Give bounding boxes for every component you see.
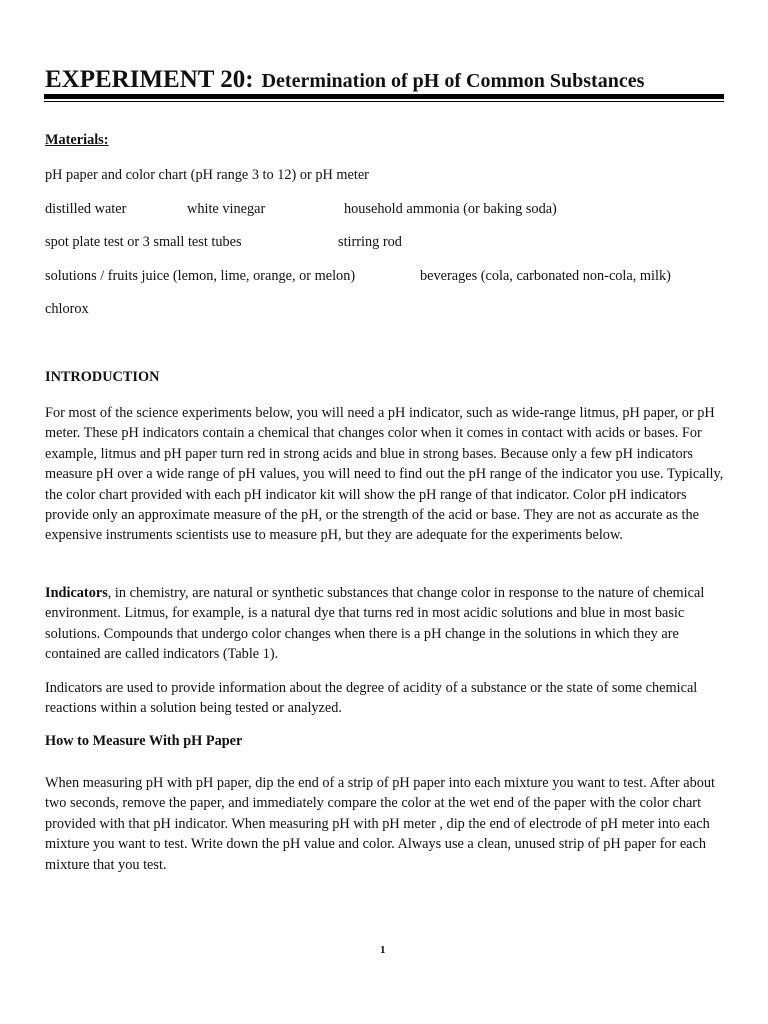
material-chlorox: chlorox: [45, 301, 89, 317]
materials-heading: Materials:: [45, 132, 109, 148]
page-number: 1: [380, 944, 386, 956]
material-household-ammonia: household ammonia (or baking soda): [344, 201, 557, 217]
indicators-definition: , in chemistry, are natural or synthetic substances that change color in response to the nature of chemical environment. Litmus, for example, is a natural dye that turns red in most acidic solutions and blue in most basic solutions. Compounds that undergo color changes when there is a pH change in the solutions in which they are contained are called indicators (Table 1).: [45, 585, 705, 663]
measure-heading: How to Measure With pH Paper: [45, 733, 243, 749]
material-stirring-rod: stirring rod: [338, 234, 402, 250]
material-fruit-juices: solutions / fruits juice (lemon, lime, orange, or melon): [45, 268, 356, 284]
page-title: [45, 66, 644, 94]
material-distilled-water: distilled water: [45, 201, 127, 217]
indicators-paragraph: [45, 583, 725, 665]
material-beverages: beverages (cola, carbonated non-cola, milk): [420, 268, 671, 284]
material-spot-plate: spot plate test or 3 small test tubes: [45, 234, 242, 250]
experiment-title: Determination of pH of Common Substances: [261, 70, 645, 92]
title-rule-thin: [44, 101, 724, 102]
indicators-term: Indicators: [45, 585, 108, 601]
introduction-paragraph-1: For most of the science experiments below, you will need a pH indicator, such as wide-range litmus, pH paper, or pH meter. These pH indicators contain a chemical that changes color when it comes in contact with acids or bases. For example, litmus and pH paper turn red in strong acids and blue in strong bases. Because only a few pH indicators measure pH over a wide range of pH values, you will need to find out the pH range of the indicator you use. Typically, the color chart provided with each pH indicator kit will show the pH range of that indicator. Color pH indicators provide only an approximate measure of the pH, or the strength of the acid or base. They are not as accurate as the expensive instruments scientists use to measure pH, but they are adequate for the experiments below.: [45, 405, 724, 544]
indicators-use-paragraph: Indicators are used to provide information about the degree of acidity of a substance or the state of some chemical reactions within a solution being tested or analyzed.: [45, 680, 698, 717]
measure-paragraph: When measuring pH with pH paper, dip the end of a strip of pH paper into each mixture you want to test. After about two seconds, remove the paper, and immediately compare the color at the wet end of the paper with the color chart provided with that pH indicator. When measuring pH with pH meter , dip the end of electrode of pH meter into each mixture you want to test. Write down the pH value and color. Always use a clean, unused strip of pH paper for each mixture that you test.: [45, 775, 716, 873]
introduction-heading: INTRODUCTION: [45, 369, 160, 385]
materials-line-1: pH paper and color chart (pH range 3 to 12) or pH meter: [45, 167, 369, 183]
title-rule-thick: [44, 94, 724, 99]
experiment-number: EXPERIMENT 20:: [45, 66, 254, 93]
material-white-vinegar: white vinegar: [187, 201, 266, 217]
